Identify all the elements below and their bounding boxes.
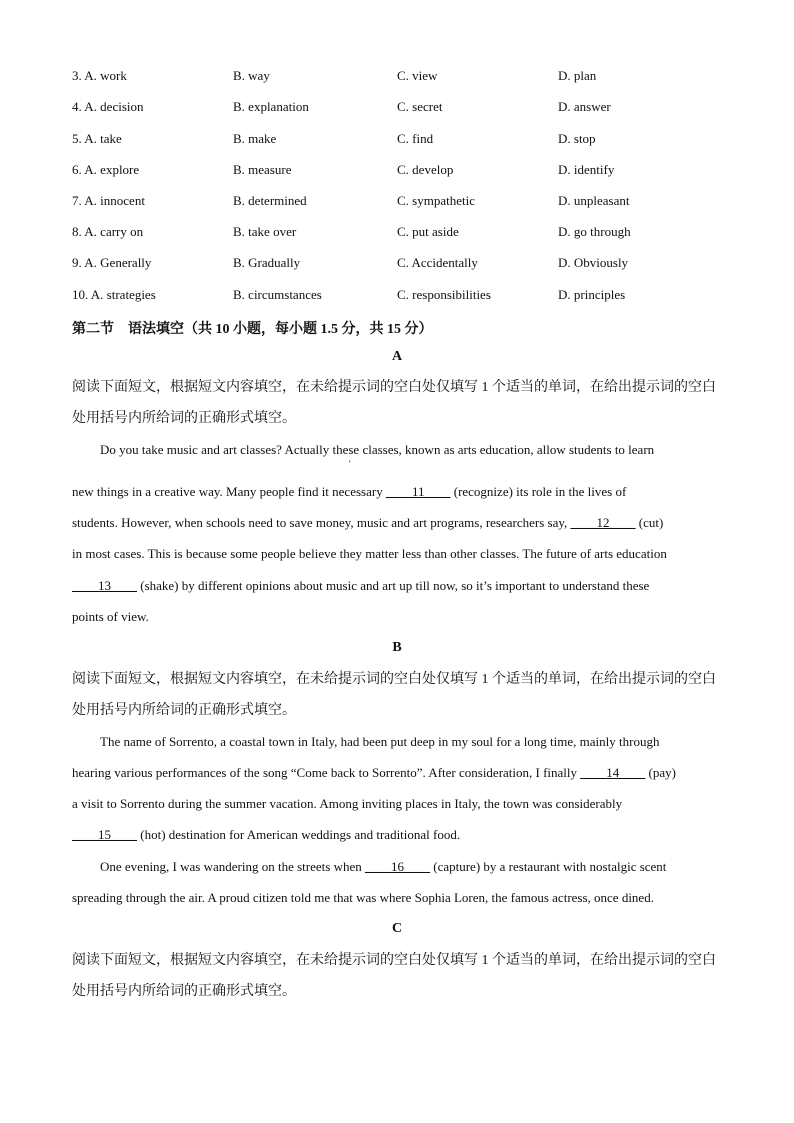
text: (cut)	[635, 515, 664, 530]
text: new things in a creative way. Many people find it necessary	[72, 484, 386, 499]
text: students. However, when schools need to save money, music and art programs, researchers say,	[72, 515, 571, 530]
passage-a-instruction: 阅读下面短文，根据短文内容填空，在未给提示词的空白处仅填写 1 个适当的单词，在给出提示词的空白处用括号内所给词的正确形式填空。	[72, 380, 716, 426]
blank-13[interactable]: ____13____	[72, 578, 137, 593]
option-c: C. sympathetic	[397, 193, 475, 208]
option-c: C. secret	[397, 99, 443, 114]
option-a: 5. A. take	[72, 131, 122, 146]
passage-b-instruction: 阅读下面短文，根据短文内容填空，在未给提示词的空白处仅填写 1 个适当的单词，在给出提示词的空白处用括号内所给词的正确形式填空。	[72, 672, 716, 718]
passage-b-line-5	[72, 859, 724, 875]
text: (capture) by a restaurant with nostalgic scent	[429, 859, 667, 874]
options-row-3	[72, 68, 732, 86]
option-d: D. answer	[558, 99, 611, 114]
option-b: B. explanation	[233, 99, 309, 114]
blank-15[interactable]: ____15____	[72, 827, 137, 842]
option-b: B. circumstances	[233, 287, 322, 302]
option-a: 8. A. carry on	[72, 224, 144, 239]
option-b: B. determined	[233, 193, 307, 208]
text: (pay)	[645, 765, 676, 780]
text: (hot) destination for American weddings and traditional food.	[137, 827, 461, 842]
options-row-7	[72, 193, 732, 211]
text: hearing various performances of the song “Come back to Sorrento”. After consideration, I finally	[72, 765, 581, 780]
option-c: C. find	[397, 131, 434, 146]
blank-11[interactable]: ____11____	[385, 484, 451, 499]
blank-12[interactable]: ____12____	[570, 515, 636, 530]
option-c: C. put aside	[397, 224, 459, 239]
option-a: 7. A. innocent	[72, 193, 145, 208]
option-a: 4. A. decision	[72, 99, 144, 114]
options-row-9	[72, 255, 732, 273]
options-row-5	[72, 131, 732, 149]
option-b: B. way	[233, 68, 270, 83]
passage-a-letter: A	[391, 349, 403, 364]
text: (shake) by different opinions about music and art up till now, so it’s important to understand these	[137, 578, 650, 593]
option-d: D. stop	[558, 131, 596, 146]
passage-b-letter: B	[392, 640, 402, 655]
text: (recognize) its role in the lives of	[450, 484, 627, 499]
passage-b-line-4	[72, 827, 724, 843]
option-c: C. responsibilities	[397, 287, 491, 302]
option-d: D. plan	[558, 68, 597, 83]
blank-16[interactable]: ____16____	[364, 859, 430, 874]
passage-a-line-6: points of view.	[72, 609, 149, 624]
passage-a-line-5	[72, 578, 724, 594]
option-d: D. principles	[558, 287, 626, 302]
passage-a-line-4: in most cases. This is because some people believe they matter less than other classes. The future of arts education	[72, 546, 667, 561]
option-d: D. identify	[558, 162, 615, 177]
passage-a-line-3	[72, 515, 724, 531]
option-d: D. go through	[558, 224, 631, 239]
section-heading	[72, 318, 433, 338]
passage-b-line-2	[72, 765, 724, 781]
passage-c-instruction: 阅读下面短文，根据短文内容填空，在未给提示词的空白处仅填写 1 个适当的单词，在给出提示词的空白处用括号内所给词的正确形式填空。	[72, 953, 716, 999]
option-b: B. measure	[233, 162, 292, 177]
option-a: 10. A. strategies	[72, 287, 156, 302]
option-c: C. Accidentally	[397, 255, 478, 270]
options-row-8	[72, 224, 732, 242]
passage-c-letter: C	[391, 921, 403, 936]
option-c: C. view	[397, 68, 438, 83]
text: One evening, I was wandering on the streets when	[100, 859, 365, 874]
option-d: D. unpleasant	[558, 193, 630, 208]
option-b: B. take over	[233, 224, 297, 239]
passage-a-line-2	[72, 484, 724, 500]
options-row-6	[72, 162, 732, 180]
passage-a-line-1: Do you take music and art classes? Actually these classes, known as arts education, allow students to learn	[100, 442, 655, 457]
option-b: B. make	[233, 131, 277, 146]
option-d: D. Obviously	[558, 255, 629, 270]
section-part: 第二节	[72, 322, 114, 337]
passage-b-line-1: The name of Sorrento, a coastal town in Italy, had been put deep in my soul for a long time, mainly through	[100, 734, 660, 749]
options-row-10	[72, 287, 732, 305]
section-title: 语法填空（共 10 小题，每小题 1.5 分，共 15 分）	[128, 322, 433, 337]
option-c: C. develop	[397, 162, 454, 177]
passage-b-line-3: a visit to Sorrento during the summer vacation. Among inviting places in Italy, the town was considerably	[72, 796, 623, 811]
option-a: 6. A. explore	[72, 162, 140, 177]
passage-a-blank-mark: '	[349, 459, 351, 469]
option-a: 3. A. work	[72, 68, 127, 83]
option-a: 9. A. Generally	[72, 255, 152, 270]
option-b: B. Gradually	[233, 255, 301, 270]
passage-b-line-6: spreading through the air. A proud citizen told me that was where Sophia Loren, the famous actress, once dined.	[72, 890, 654, 905]
blank-14[interactable]: ____14____	[580, 765, 646, 780]
options-row-4	[72, 99, 732, 117]
